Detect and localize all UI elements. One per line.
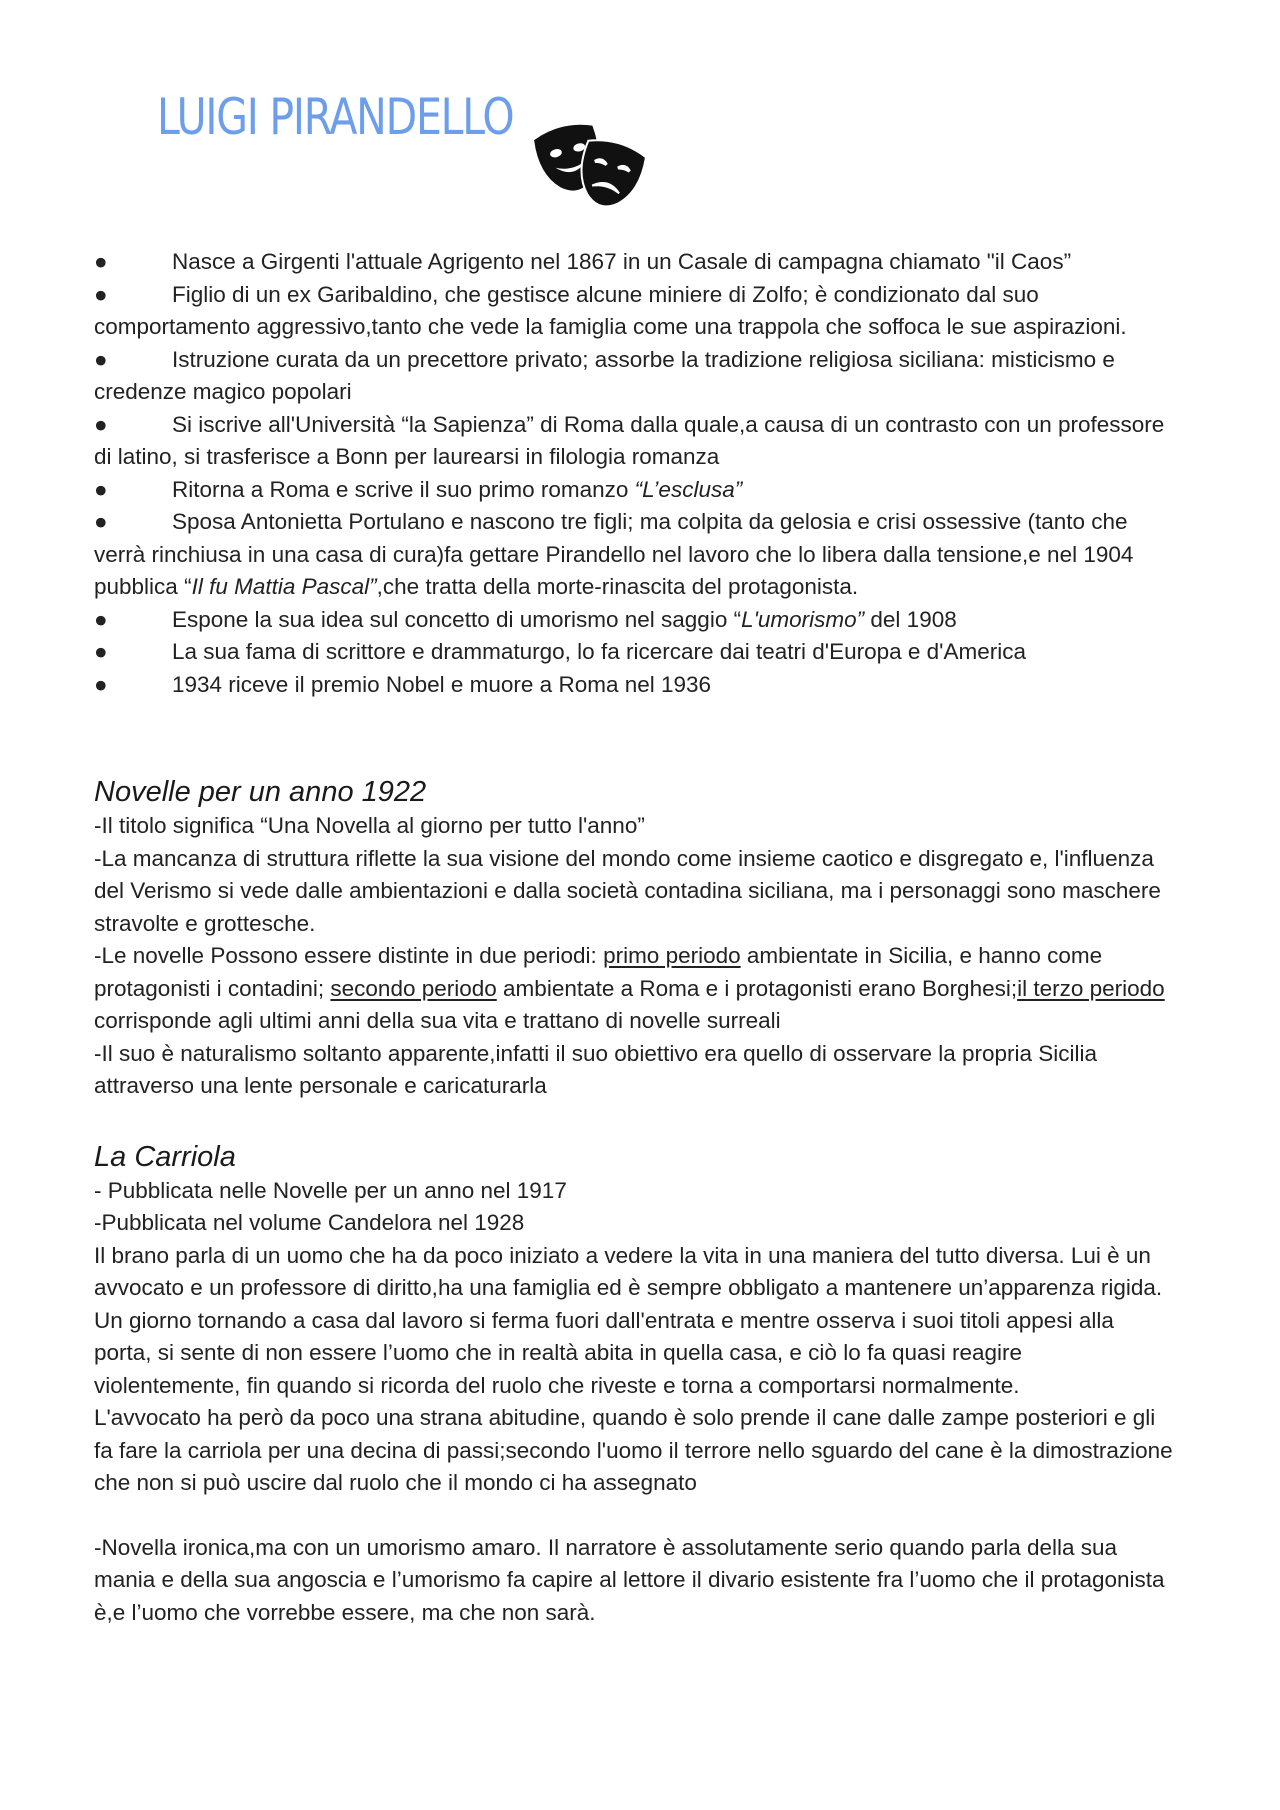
paragraph: - Pubblicata nelle Novelle per un anno nel 1917 [94,1177,567,1203]
list-item: ● Espone la sua idea sul concetto di umorismo nel saggio “L'umorismo” del 1908 [94,606,957,632]
list-item: ● Istruzione curata da un precettore privato; assorbe la tradizione religiosa siciliana: misticismo e credenze magico popolari [94,346,1115,404]
list-item: ● Si iscrive all'Università “la Sapienza” di Roma dalla quale,a causa di un contrasto con un professore di latino, si trasferisce a Bonn per laurearsi in filologia romanza [94,411,1165,469]
list-item: ● 1934 riceve il premio Nobel e muore a Roma nel 1936 [94,671,712,697]
paragraph: L'avvocato ha però da poco una strana abitudine, quando è solo prende il cane dalle zampe posteriori e gli fa fare la carriola per una decina di passi;secondo l'uomo il terrore nello sguardo del cane è la dimostrazione che non si può uscire dal ruolo che il mondo ci ha assegnato [94,1405,1173,1495]
paragraph: -La mancanza di struttura riflette la sua visione del mondo come insieme caotico e disgregato e, l'influenza del Verismo si vede dalle ambientazioni e dalla società contadina siciliana, ma i personaggi sono maschere stravolte e grottesche. [94,845,1161,936]
list-item: ● Figlio di un ex Garibaldino, che gestisce alcune miniere di Zolfo; è condizionato dal suo comportamento aggressivo,tanto che vede la famiglia come una trappola che soffoca le sue aspirazioni. [94,281,1127,339]
book-title: “L’esclusa” [634,476,743,502]
paragraph: Un giorno tornando a casa dal lavoro si ferma fuori dall'entrata e mentre osserva i suoi titoli appesi alla porta, si sente di non essere l’uomo che in realtà abita in quella casa, e ciò lo fa quasi reagire violentemente, fin quando si ricorda del ruolo che riveste e torna a comportarsi normalmente. [94,1307,1114,1398]
paragraph: -Il titolo significa “Una Novella al giorno per tutto l'anno” [94,813,645,838]
list-item: ● Nasce a Girgenti l'attuale Agrigento nel 1867 in un Casale di campagna chiamato "il Caos” [94,249,1072,274]
paragraph: Il brano parla di un uomo che ha da poco iniziato a vedere la vita in una maniera del tutto diversa. Lui è un avvocato e un professore di diritto,ha una famiglia ed è sempre obbligato a mantenere un’apparenza rigida. [94,1242,1163,1300]
section-heading-carriola: La Carriola [94,1140,236,1173]
theater-masks-icon [534,122,646,214]
biography-list [94,246,1174,701]
paragraph: -Novella ironica,ma con un umorismo amaro. Il narratore è assolutamente serio quando parla della sua mania e della sua angoscia e l’umorismo fa capire al lettore il divario esistente fra l’uomo che il protagonista è,e l’uomo che vorrebbe essere, ma che non sarà. [94,1534,1165,1625]
list-item: ● Ritorna a Roma e scrive il suo primo romanzo “L’esclusa” [94,476,743,502]
section-heading-novelle: Novelle per un anno 1922 [94,776,427,808]
page-title: LUIGI PIRANDELLO [157,88,514,146]
document-body [94,246,1174,1629]
list-item: ● La sua fama di scrittore e drammaturgo, lo fa ricercare dai teatri d'Europa e d'America [94,639,1026,664]
paragraph: -Le novelle Possono essere distinte in due periodi: primo periodo ambientate in Sicilia, e hanno come protagonisti i contadini; secondo periodo ambientate a Roma e i protagonisti erano Borghesi;il terzo periodo corrisponde agli ultimi anni della sua vita e trattano di novelle surreali [94,943,1165,1033]
book-title: Il fu Mattia Pascal” [191,574,377,599]
paragraph: -Il suo è naturalismo soltanto apparente,infatti il suo obiettivo era quello di osservare la propria Sicilia attraverso una lente personale e caricaturarla [94,1040,1098,1098]
underlined-term: il terzo periodo [1017,975,1165,1001]
paragraph: -Pubblicata nel volume Candelora nel 1928 [94,1210,525,1235]
list-item: ● Sposa Antonietta Portulano e nascono tre figli; ma colpita da gelosia e crisi ossessive (tanto che verrà rinchiusa in una casa di cura)fa gettare Pirandello nel lavoro che lo libera dalla tensione,e nel 1904 pubblica “Il fu Mattia Pascal”,che tratta della morte-rinascita del protagonista. [94,509,1134,599]
underlined-term: secondo periodo [330,975,497,1001]
book-title: L'umorismo” [741,606,865,632]
underlined-term: primo periodo [603,943,741,968]
